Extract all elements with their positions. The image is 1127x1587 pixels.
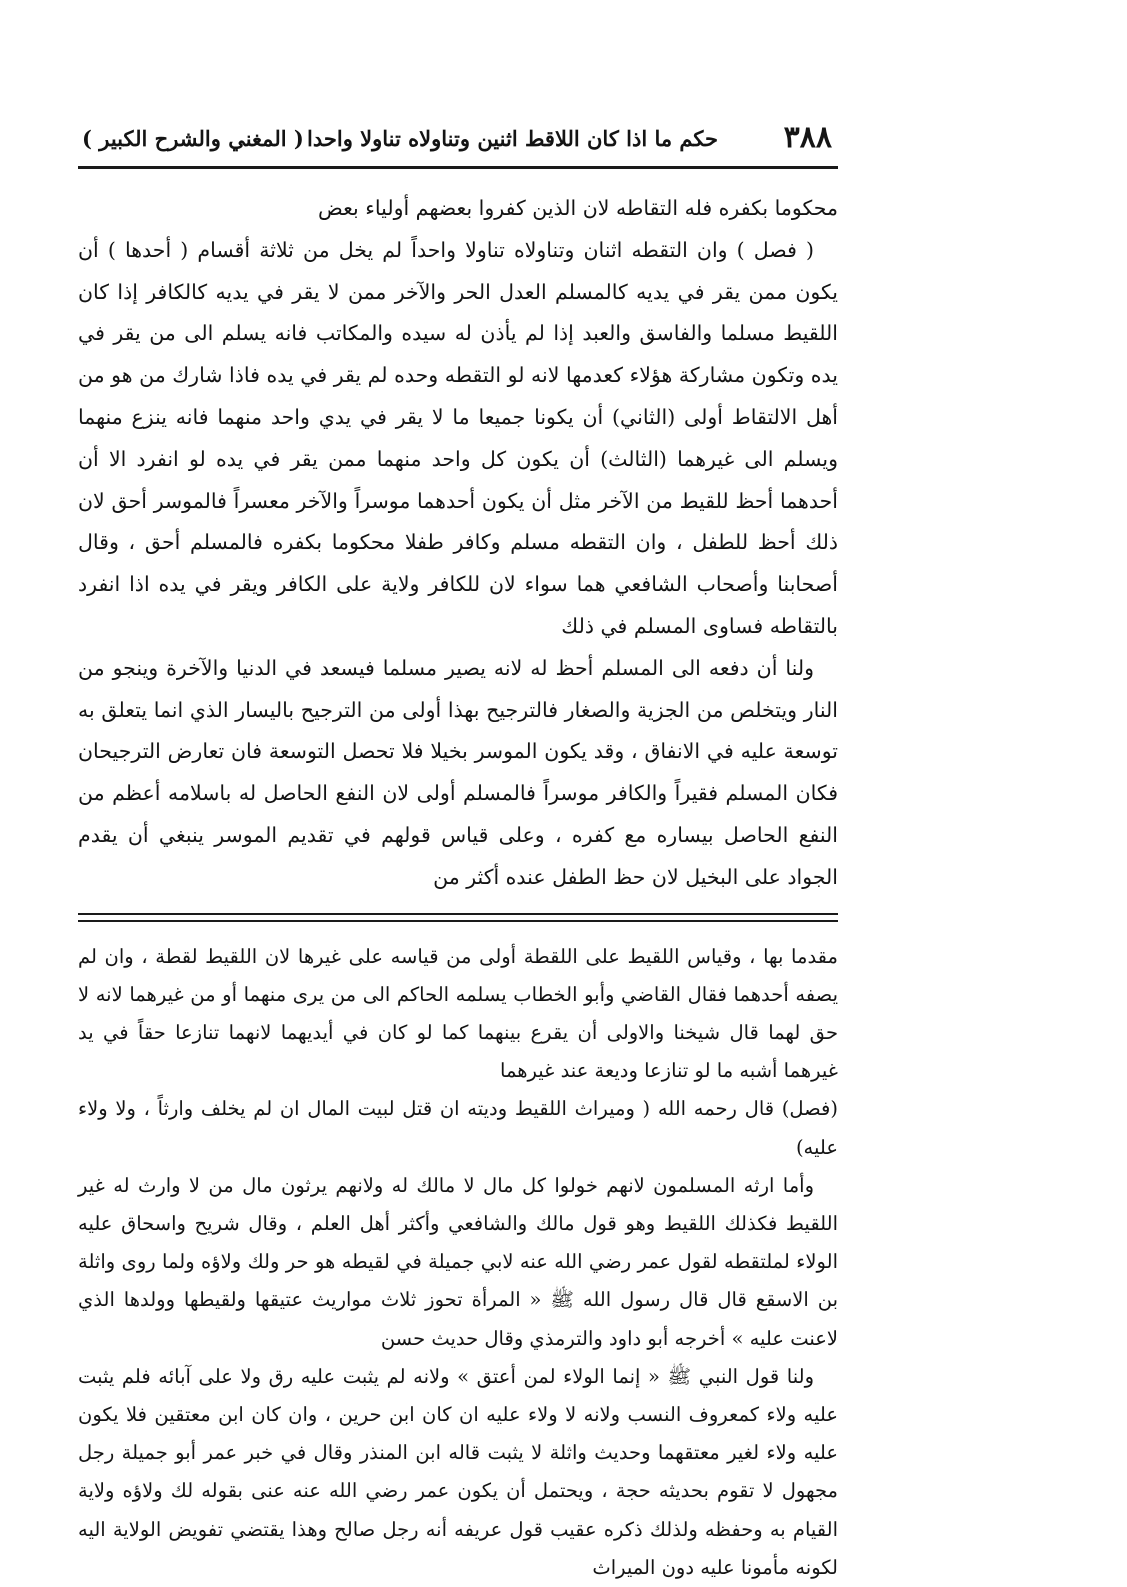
header-rule <box>78 166 838 169</box>
main-paragraph: ولنا أن دفعه الى المسلم أحظ له لانه يصير مسلما فيسعد في الدنيا والآخرة وينجو من النار ويتخلص من الجزية والصغار فالترجيح بهذا أولى من الترجيح باليسار الذي انما يتعلق به توسعة عليه في الانفاق ، وقد يكون الموسر بخيلا فلا تحصل التوسعة فان تعارض الترجيحان فكان المسلم فقيراً والكافر موسراً فالمسلم أولى لان النفع الحاصل له باسلامه أعظم من النفع الحاصل بيساره مع كفره ، وعلى قياس قولهم في تقديم الموسر ينبغي أن يقدم الجواد على البخيل لان حظ الطفل عنده أكثر من <box>78 655 838 889</box>
page-number: ٣٨٨ <box>783 120 832 155</box>
book-title: ( المغني والشرح الكبير ) <box>82 126 304 151</box>
page <box>78 118 838 1579</box>
section-divider <box>78 913 838 922</box>
commentary-paragraph: ولنا قول النبي ﷺ « إنما الولاء لمن أعتق » ولانه لم يثبت عليه رق ولا على آبائه فلم يثبت عليه ولاء كمعروف النسب ولانه لا ولاء عليه ان كان ابن حرين ، وان كان ابن معتقين فلا يكون عليه ولاء لغير معتقهما وحديث واثلة لا يثبت قاله ابن المنذر وقال في خبر عمر أبو جميلة رجل مجهول لا تقوم بحديثه حجة ، ويحتمل أن يكون عمر رضي الله عنه عنى بقوله لك ولاؤه ولاية القيام به وحفظه ولذلك ذكره عقيب قول عريفه أنه رجل صالح وهذا يقتضي تفويض الولاية اليه لكونه مأمونا عليه دون الميراث <box>78 1364 838 1579</box>
main-paragraph: ( فصل ) وان التقطه اثنان وتناولاه تناولا واحداً لم يخل من ثلاثة أقسام ( أحدها ) أن يكون ممن يقر في يديه كالمسلم العدل الحر والآخر ممن لا يقر في يديه كالكافر إذا كان اللقيط مسلما والفاسق والعبد إذا لم يأذن له سيده والمكاتب فانه يسلم الى من يقر في يده وتكون مشاركة هؤلاء كعدمها لانه لو التقطه وحده لم يقر في يده فاذا شارك من هو من أهل الالتقاط أولى (الثاني) أن يكونا جميعا ما لا يقر في يدي واحد منهما فانه ينزع منهما ويسلم الى غيرهما (الثالث) أن يكون كل واحد منهما ممن يقر في يده لو انفرد الا أن أحدهما أحظ للقيط من الآخر مثل أن يكون أحدهما موسراً والآخر معسراً فالموسر أحق لان ذلك أحظ للطفل ، وان التقطه مسلم وكافر طفلا محكوما بكفره فالمسلم أحق ، وقال أصحابنا وأصحاب الشافعي هما سواء لان للكافر ولاية على الكافر ويقر في يده اذا انفرد بالتقاطه فساوى المسلم في ذلك <box>78 237 838 638</box>
commentary-text <box>78 938 838 1587</box>
main-paragraph: محكوما بكفره فله التقاطه لان الذين كفروا بعضهم أولياء بعض <box>318 196 838 220</box>
commentary-paragraph: مقدما بها ، وقياس اللقيط على اللقطة أولى من قياسه على غيرها لان اللقيط لقطة ، وان لم يصفه أحدهما فقال القاضي وأبو الخطاب يسلمه الحاكم الى من يرى منهما أو من غيرهما لانه لا حق لهما قال شيخنا والاولى أن يقرع بينهما كما لو كان في أيديهما لانهما تنازعا حقاً في يد غيرهما أشبه ما لو تنازعا وديعة عند غيرهما <box>78 944 838 1083</box>
commentary-paragraph: (فصل) قال رحمه الله ( وميراث اللقيط وديته ان قتل لبيت المال ان لم يخلف وارثاً ، ولا ولاء عليه) <box>78 1097 838 1159</box>
main-text <box>78 188 838 899</box>
chapter-title: حكم ما اذا كان اللاقط اثنين وتناولاه تناولا واحدا <box>307 126 718 151</box>
commentary-paragraph: وأما ارثه المسلمون لانهم خولوا كل مال لا مالك له ولانهم يرثون مال من لا وارث له غير اللقيط فكذلك اللقيط وهو قول مالك والشافعي وأكثر أهل العلم ، وقال شريح واسحاق عليه الولاء لملتقطه لقول عمر رضي الله عنه لابي جميلة في لقيطه هو حر ولك ولاؤه ولما روى واثلة بن الاسقع قال قال رسول الله ﷺ « المرأة تحوز ثلاث مواريث عتيقها ولقيطها وولدها الذي لاعنت عليه » أخرجه أبو داود والترمذي وقال حديث حسن <box>78 1173 838 1350</box>
page-header <box>78 118 838 174</box>
